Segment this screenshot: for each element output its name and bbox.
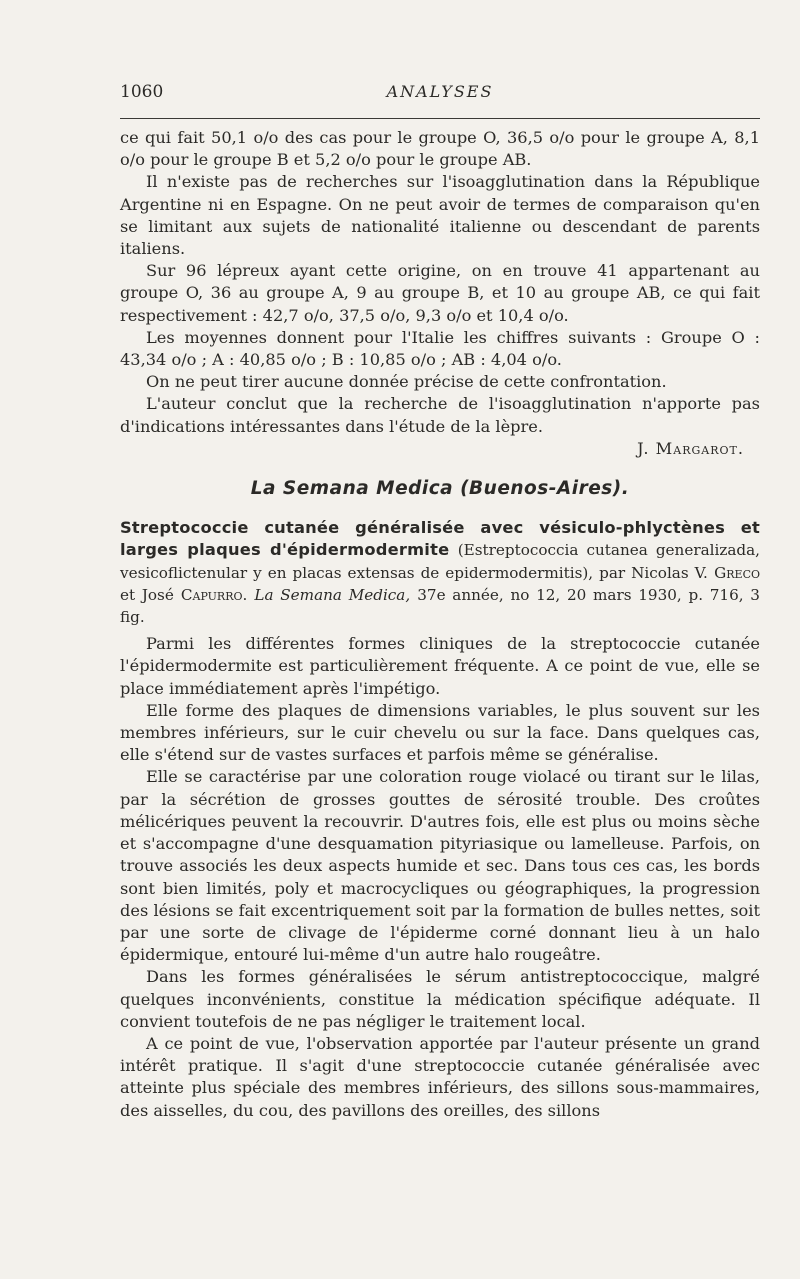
paragraph: Elle se caractérise par une coloration rouge violacé ou tirant sur le lilas, par la sécrétion de grosses gouttes de sérosité trouble. Des croûtes mélicériques peuvent la recouvrir. D'autres fois, elle est plus ou moins sèche et s'accompagne d'une desquamation pityriasique ou lamelleuse. Parfois, on trouve associés les deux aspects humide et sec. Dans tous ces cas, les bords sont bien limités, poly et macrocycliques ou géographiques, la progression des lésions se fait excentriquement soit par la formation de bulles nettes, soit par une sorte de clivage de l'épiderme corné donnant lieu à un halo épidermique, entouré lui-même d'un autre halo rougeâtre. bbox=[120, 767, 760, 965]
paragraph: Il n'existe pas de recherches sur l'isoagglutination dans la République Argentine ni en Espagne. On ne peut avoir de termes de comparaison qu'en se limitant aux sujets de nationalité italienne ou descendant de parents italiens. bbox=[120, 172, 760, 259]
reviewer-signature: J. Margarot. bbox=[637, 438, 744, 458]
paragraph: Dans les formes généralisées le sérum antistreptococcique, malgré quelques inconvénients, constitue la médication spécifique adéquate. Il convient toutefois de ne pas négliger le traitement local. bbox=[120, 967, 760, 1031]
page-body bbox=[120, 127, 760, 1122]
paragraph: Les moyennes donnent pour l'Italie les chiffres suivants : Groupe O : 43,34 o/o ; A : 40,85 o/o ; B : 10,85 o/o ; AB : 4,04 o/o. bbox=[120, 327, 760, 370]
running-title: ANALYSES bbox=[386, 82, 494, 101]
page-number: 1060 bbox=[120, 82, 164, 102]
author-name: Capurro bbox=[180, 585, 243, 604]
paragraph: A ce point de vue, l'observation apportée par l'auteur présente un grand intérêt pratique. Il s'agit d'une streptococcie cutanée généralisée avec atteinte plus spéciale des membres inférieurs, des sillons sous-mammaires, des aisselles, du cou, des pavillons des oreilles, des sillons bbox=[120, 1033, 760, 1120]
paragraph: On ne peut tirer aucune donnée précise de cette confrontation. bbox=[146, 372, 667, 392]
article-translation: (Estreptococcia cutanea generalizada, vesicoflictenular y en placas extensas de epidermodermitis), par Nicolas V. bbox=[120, 541, 761, 582]
article-reference bbox=[120, 517, 760, 628]
conjunction-text: et José bbox=[120, 585, 174, 604]
paragraph: L'auteur conclut que la recherche de l'isoagglutination n'apporte pas d'indications intéressantes dans l'étude de la lèpre. bbox=[120, 394, 760, 436]
journal-heading: La Semana Medica (Buenos-Aires). bbox=[250, 478, 630, 500]
citation-details: 37e année, no 12, 20 mars 1930, p. 716, 3 fig. bbox=[120, 585, 760, 627]
paragraph: Parmi les différentes formes cliniques de la streptococcie cutanée l'épidermodermite est particulièrement fréquente. A ce point de vue, elle se place immédiatement après l'impétigo. bbox=[120, 634, 760, 698]
journal-name: La Semana Medica, bbox=[254, 585, 411, 604]
paragraph: Sur 96 lépreux ayant cette origine, on en trouve 41 appartenant au groupe O, 36 au groupe A, 9 au groupe B, et 10 au groupe AB, ce qui fait respectivement : 42,7 o/o, 37,5 o/o, 9,3 o/o et 10,4 o/o. bbox=[120, 261, 760, 325]
separator: . bbox=[242, 585, 248, 604]
author-name: Greco bbox=[714, 563, 761, 582]
header-rule bbox=[120, 118, 760, 119]
running-head bbox=[120, 82, 760, 106]
paragraph-continued: ce qui fait 50,1 o/o des cas pour le groupe O, 36,5 o/o pour le groupe A, 8,1 o/o pour le groupe B et 5,2 o/o pour le groupe AB. bbox=[120, 128, 760, 170]
article-title: Streptococcie cutanée généralisée avec vésiculo-phlyctènes et larges plaques d'épidermodermite bbox=[120, 518, 760, 560]
paragraph: Elle forme des plaques de dimensions variables, le plus souvent sur les membres inférieurs, sur le cuir chevelu ou sur la face. Dans quelques cas, elle s'étend sur de vastes surfaces et parfois même se généralise. bbox=[120, 700, 760, 765]
